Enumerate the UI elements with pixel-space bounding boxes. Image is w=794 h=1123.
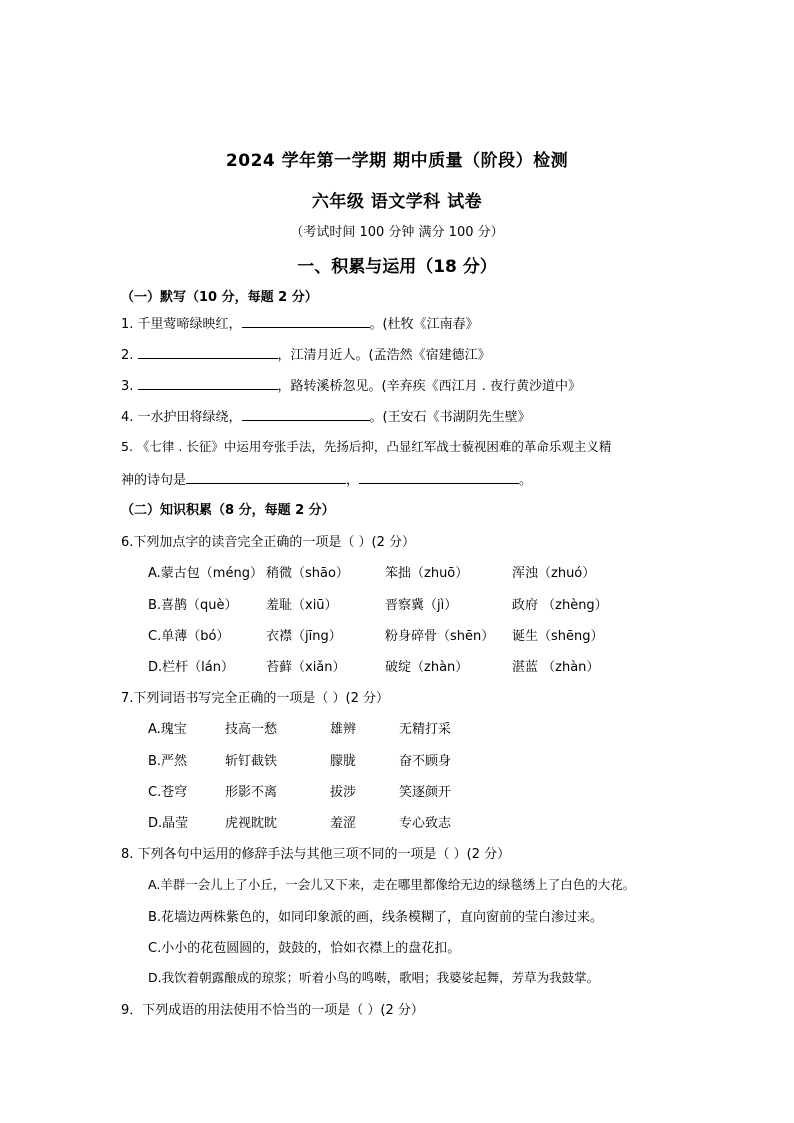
- exam-info: （考试时间 100 分钟 满分 100 分）: [290, 225, 504, 240]
- section-heading-dictation: （一）默写（10 分，每题 2 分）: [121, 290, 318, 305]
- q7-option-b-4: 奋不顾身: [399, 754, 452, 769]
- q7-option-d-2: 虎视眈眈: [225, 816, 278, 831]
- q8-option-c: C.小小的花苞圆圆的，鼓鼓的，恰如衣襟上的盘花扣。: [148, 941, 461, 956]
- q7-option-a: A.瑰宝: [148, 722, 187, 737]
- question-1-suffix: 。(杜牧《江南春》: [369, 317, 479, 332]
- q6-option-b: B.喜鹊（què）: [148, 598, 238, 613]
- q7-option-a-4: 无精打采: [399, 722, 452, 737]
- q7-option-a-2: 技高一愁: [225, 722, 278, 737]
- question-8-stem: 8. 下列各句中运用的修辞手法与其他三项不同的一项是（ ）(2 分）: [121, 847, 511, 862]
- q6-option-b-3: 晋察冀（jì）: [385, 598, 458, 613]
- q7-option-c-4: 笑逐颜开: [399, 785, 452, 800]
- exam-title: 2024 学年第一学期 期中质量（阶段）检测: [225, 151, 569, 171]
- answer-blank[interactable]: [359, 470, 519, 484]
- q8-option-b: B.花墙边两株紫色的，如同印象派的画，线条模糊了，直向窗前的莹白渗过来。: [148, 910, 604, 925]
- question-5-separator: ，: [346, 473, 360, 488]
- question-7-stem: 7.下列词语书写完全正确的一项是（ ）(2 分）: [121, 691, 390, 706]
- q6-option-a-3: 笨拙（zhuō）: [385, 566, 469, 581]
- q6-option-d-4: 湛蓝 （zhàn）: [512, 660, 600, 675]
- q7-option-c: C.苍穹: [148, 785, 188, 800]
- question-2-suffix: ，江清月近人。(孟浩然《宿建德江》: [277, 348, 491, 363]
- q7-option-b: B.严然: [148, 754, 188, 769]
- q7-option-d-3: 羞涩: [330, 816, 357, 831]
- question-4: [121, 406, 531, 425]
- q7-option-d-4: 专心致志: [399, 816, 452, 831]
- question-3: [121, 375, 581, 394]
- answer-blank[interactable]: [242, 407, 370, 421]
- question-1-prefix: 1. 千里莺啼绿映红，: [121, 317, 242, 332]
- q7-option-a-3: 雄辨: [330, 722, 357, 737]
- answer-blank[interactable]: [186, 470, 346, 484]
- question-6-stem: 6.下列加点字的读音完全正确的一项是（ ）(2 分）: [121, 535, 416, 550]
- question-3-prefix: 3.: [121, 379, 138, 394]
- question-2-prefix: 2.: [121, 348, 138, 363]
- answer-blank[interactable]: [138, 345, 278, 359]
- question-3-suffix: ，路转溪桥忽见。(辛弃疾《西江月 . 夜行黄沙道中》: [277, 379, 582, 394]
- question-1: [121, 313, 479, 332]
- question-2: [121, 344, 491, 363]
- q6-option-d-3: 破绽（zhàn）: [385, 660, 469, 675]
- q6-option-d-2: 苔藓（xiǎn）: [266, 660, 346, 675]
- q7-option-d: D.晶莹: [148, 816, 189, 831]
- q6-option-c: C.单薄（bó）: [148, 629, 230, 644]
- q7-option-b-2: 斩钉截铁: [225, 754, 278, 769]
- answer-blank[interactable]: [138, 376, 278, 390]
- q8-option-a: A.羊群一会儿上了小丘，一会儿又下来，走在哪里都像给无边的绿毯绣上了白色的大花。: [148, 877, 636, 892]
- question-4-prefix: 4. 一水护田将绿绕，: [121, 410, 242, 425]
- exam-subtitle: 六年级 语文学科 试卷: [311, 192, 483, 212]
- q6-option-c-4: 诞生（shēng）: [512, 629, 604, 644]
- q8-option-d: D.我饮着朝露酿成的琼浆；听着小鸟的鸣啭，歌唱；我婆娑起舞，芳草为我鼓掌。: [148, 970, 600, 985]
- question-5-prefix: 神的诗句是: [121, 473, 187, 488]
- q6-option-a: A.蒙古包（méng）: [148, 566, 263, 581]
- question-5-suffix: 。: [519, 473, 533, 488]
- q6-option-c-3: 粉身碎骨（shēn）: [385, 629, 495, 644]
- question-9-stem: 9．下列成语的用法使用不恰当的一项是（ ）(2 分）: [121, 1003, 424, 1018]
- q6-option-a-4: 浑浊（zhuó）: [512, 566, 596, 581]
- question-5-line-2: [121, 469, 532, 488]
- answer-blank[interactable]: [242, 314, 370, 328]
- part-title: 一、积累与运用（18 分）: [297, 257, 497, 277]
- section-heading-knowledge: （二）知识积累（8 分，每题 2 分）: [121, 503, 335, 518]
- q6-option-b-2: 羞耻（xiū）: [266, 598, 338, 613]
- q6-option-d: D.栏杆（lán）: [148, 660, 234, 675]
- q6-option-b-4: 政府 （zhèng）: [512, 598, 608, 613]
- q6-option-a-2: 稍微（shāo）: [266, 566, 349, 581]
- question-4-suffix: 。(王安石《书湖阴先生壁》: [369, 410, 531, 425]
- q6-option-c-2: 衣襟（jīng）: [266, 629, 342, 644]
- question-5-line-1: 5. 《七律 . 长征》中运用夸张手法，先扬后抑，凸显红军战士藐视困难的革命乐观主义精: [121, 439, 612, 454]
- q7-option-c-3: 拔涉: [330, 785, 357, 800]
- q7-option-b-3: 朦胧: [330, 754, 357, 769]
- q7-option-c-2: 形影不离: [225, 785, 278, 800]
